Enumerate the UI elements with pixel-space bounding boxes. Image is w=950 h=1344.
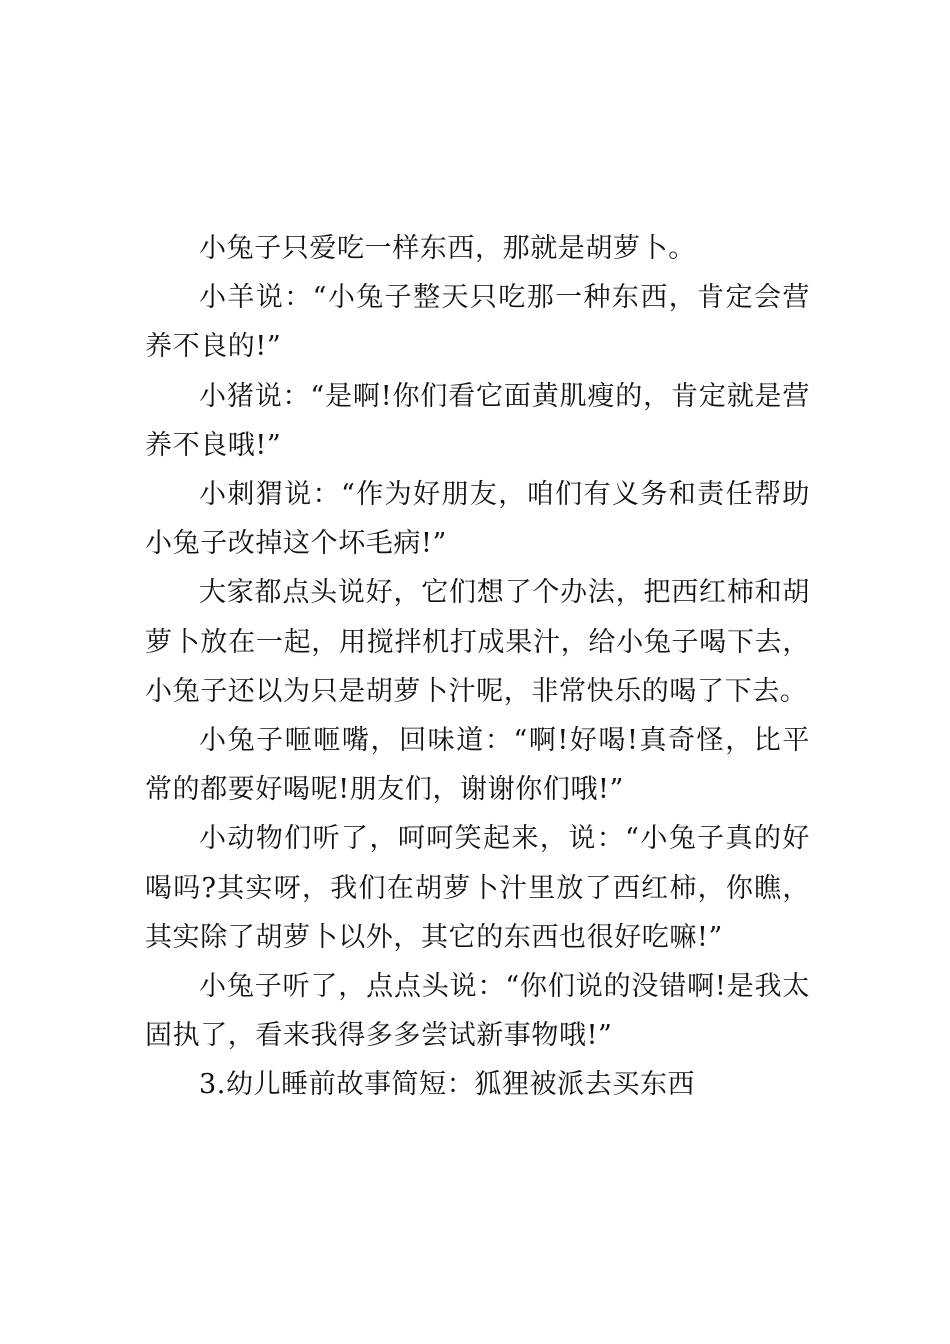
paragraph-7: 小动物们听了，呵呵笑起来，说：“小兔子真的好喝吗?其实呀，我们在胡萝卜汁里放了西红柿，你瞧，其实除了胡萝卜以外，其它的东西也很好吃嘛!” — [145, 823, 810, 953]
paragraph-1: 小兔子只爱吃一样东西，那就是胡萝卜。 — [199, 233, 696, 264]
paragraph-2: 小羊说：“小兔子整天只吃那一种东西，肯定会营养不良的!” — [145, 282, 810, 363]
paragraph-4: 小刺猬说：“作为好朋友，咱们有义务和责任帮助小兔子改掉这个坏毛病!” — [145, 479, 810, 560]
paragraph-8: 小兔子听了，点点头说：“你们说的没错啊!是我太固执了，看来我得多多尝试新事物哦!” — [145, 971, 810, 1052]
paragraph-3: 小猪说：“是啊!你们看它面黄肌瘦的，肯定就是营养不良哦!” — [145, 380, 810, 461]
paragraph-5: 大家都点头说好，它们想了个办法，把西红柿和胡萝卜放在一起，用搅拌机打成果汁，给小兔子喝下去，小兔子还以为只是胡萝卜汁呢，非常快乐的喝了下去。 — [145, 577, 810, 707]
document-page — [145, 224, 810, 1110]
paragraph-6: 小兔子咂咂嘴，回味道：“啊!好喝!真奇怪，比平常的都要好喝呢!朋友们，谢谢你们哦!” — [145, 725, 810, 806]
section-heading: 3.幼儿睡前故事简短：狐狸被派去买东西 — [199, 1069, 696, 1101]
